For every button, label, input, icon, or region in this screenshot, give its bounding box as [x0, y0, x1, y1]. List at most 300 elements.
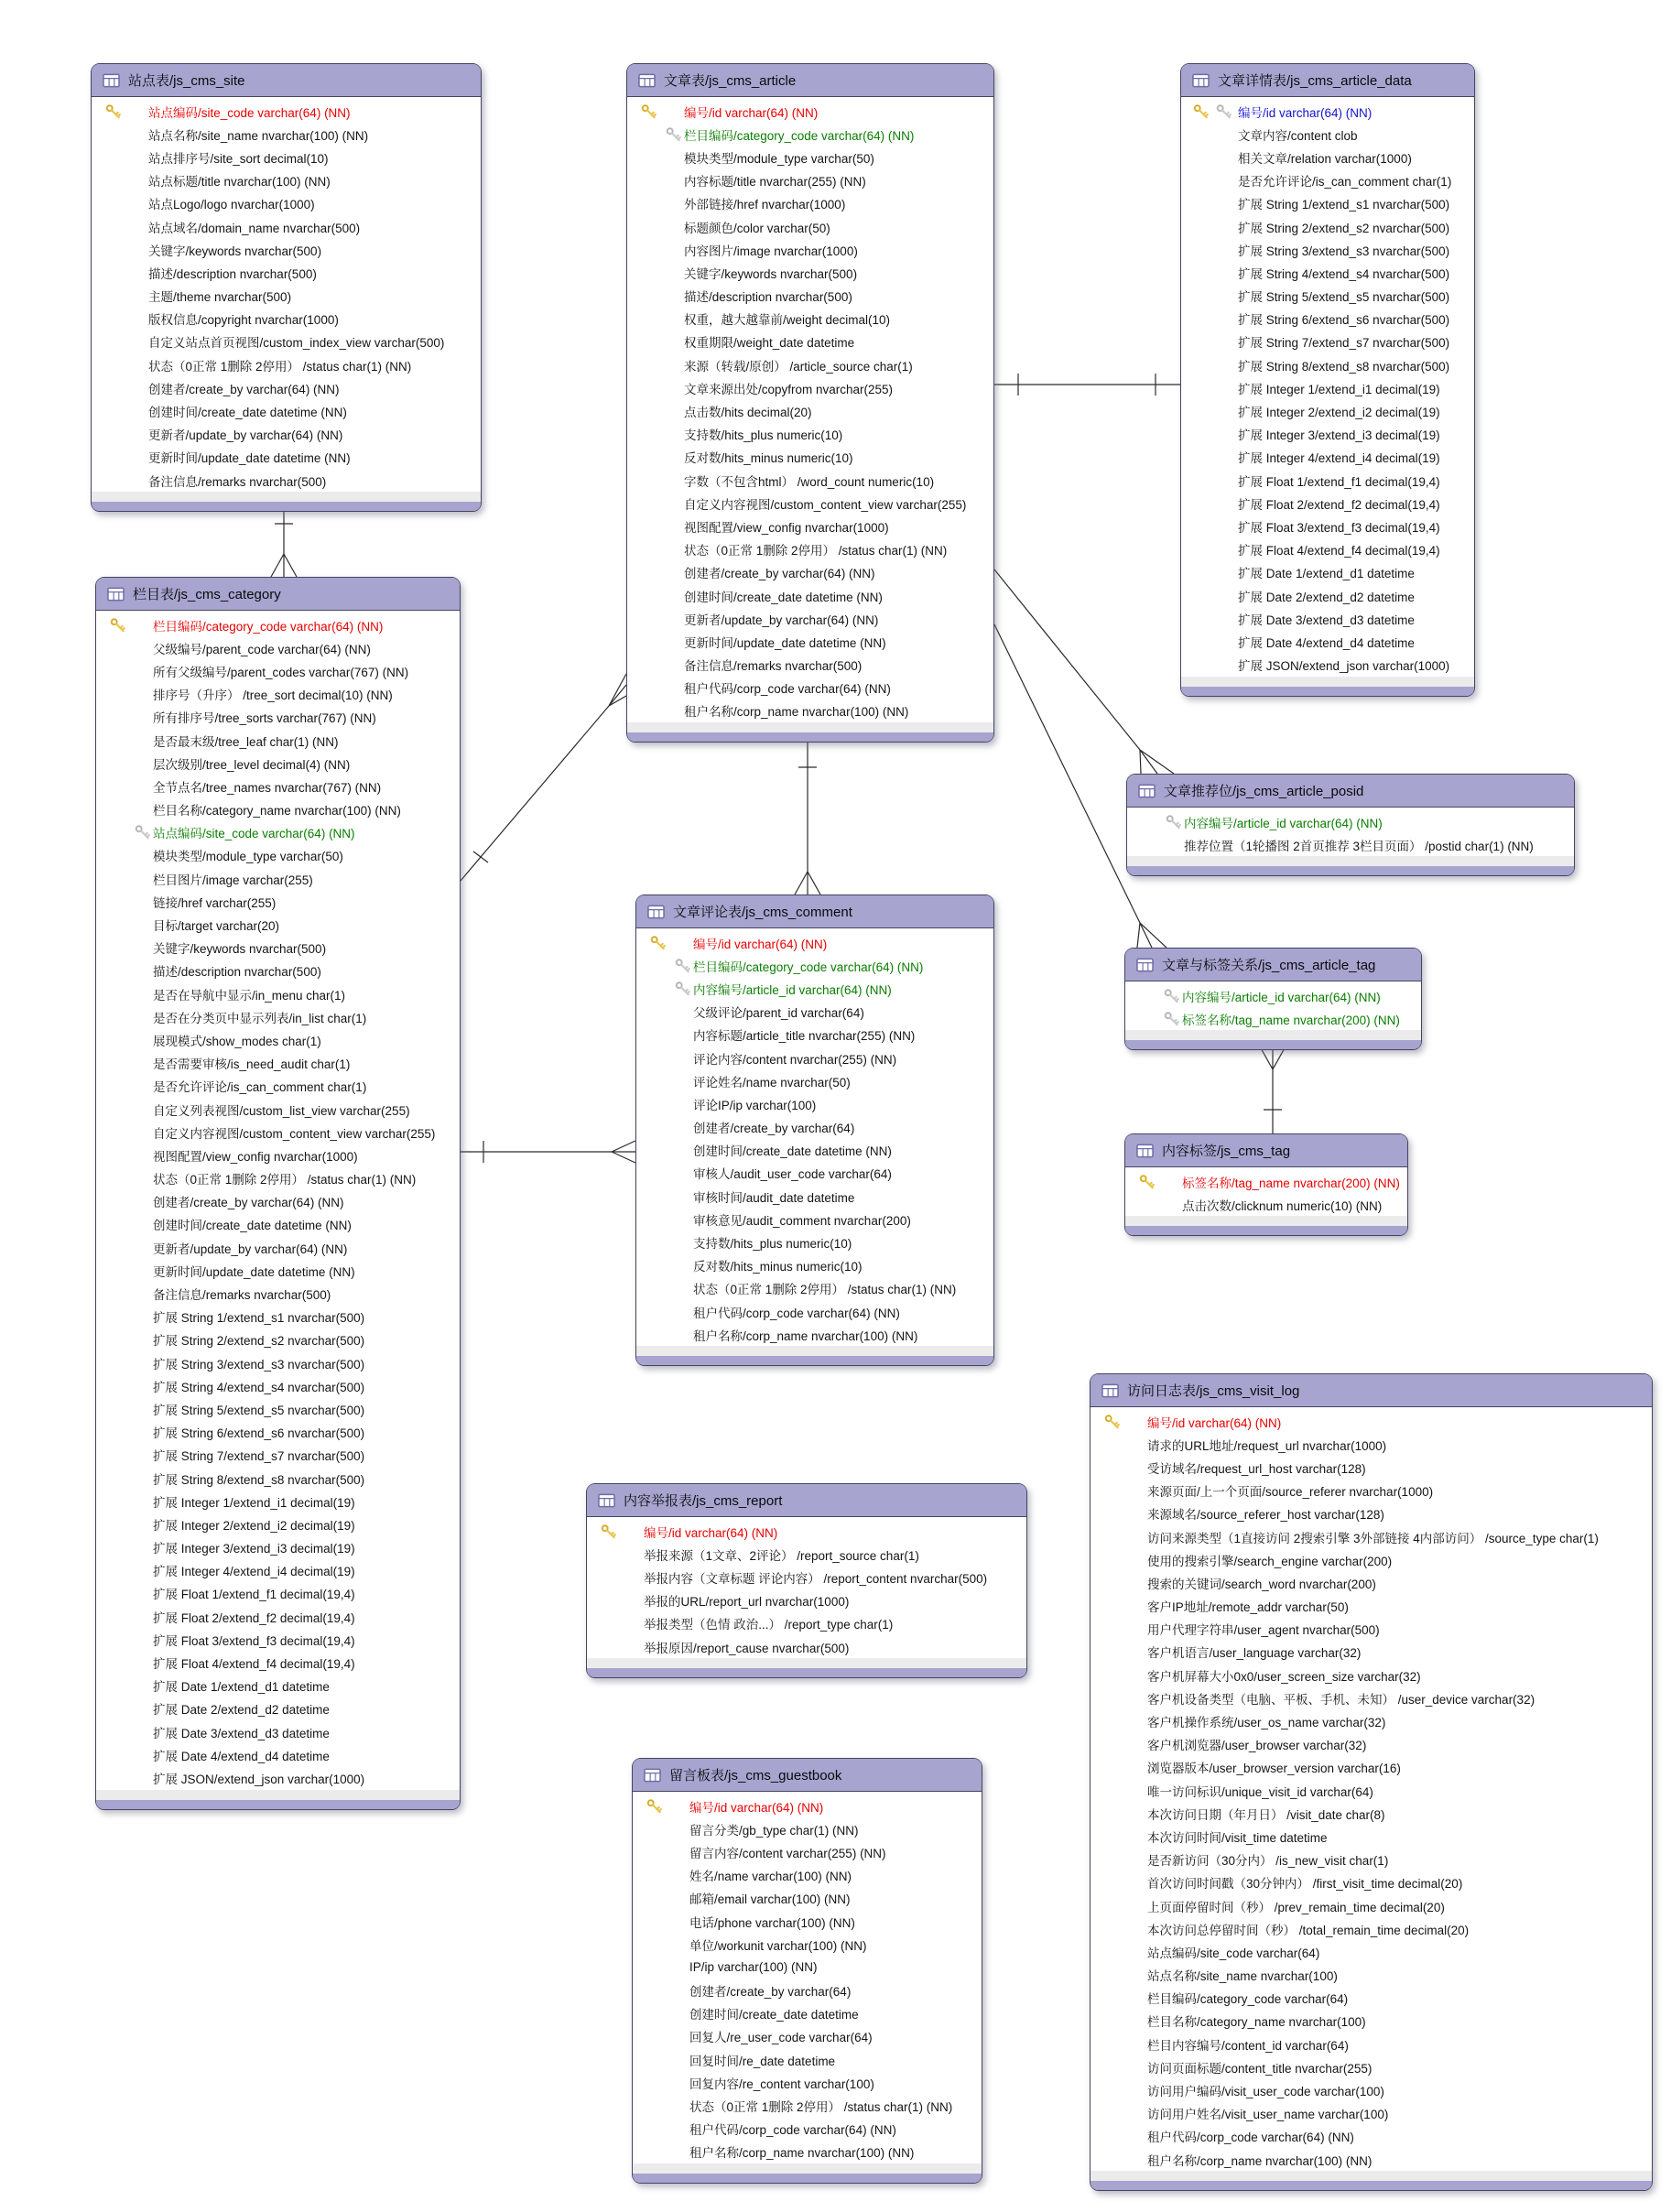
table-fields [1181, 97, 1474, 677]
connector-category-to-article [473, 851, 488, 862]
field-text: 电话/phone varchar(100) (NN) [689, 1915, 855, 1930]
field-row-report_content [587, 1566, 1026, 1589]
field-row-extend_s3 [1181, 238, 1474, 261]
field-text: 更新者/update_by varchar(64) (NN) [684, 613, 879, 627]
field-text: 链接/href varchar(255) [153, 895, 277, 910]
field-row-tree_sorts [96, 706, 460, 729]
table-fields [1090, 1407, 1652, 2171]
field-row-tree_sort [96, 683, 460, 706]
table-icon [1138, 784, 1156, 798]
connector-article-to-article-tag [1140, 923, 1152, 948]
field-row-hits_minus [627, 446, 993, 469]
field-row-create_by [636, 1116, 993, 1139]
table-js_cms_article_posid[interactable] [1126, 774, 1575, 876]
field-row-status [92, 353, 481, 376]
field-text: 举报类型（色情 政治...） /report_type char(1) [644, 1618, 894, 1632]
field-text: 更新者/update_by varchar(64) (NN) [148, 428, 343, 443]
field-text: 创建者/create_by varchar(64) [689, 1985, 852, 2000]
field-row-copyfrom [627, 376, 993, 399]
field-text: 举报原因/report_cause nvarchar(500) [644, 1641, 850, 1655]
field-row-extend_json [1181, 654, 1474, 677]
field-text: 主题/theme nvarchar(500) [148, 290, 292, 305]
field-text: IP/ip varchar(100) (NN) [689, 1960, 818, 1975]
field-row-extend_s1 [1181, 192, 1474, 215]
field-row-tag_name [1125, 1007, 1421, 1030]
field-row-extend_i4 [1181, 446, 1474, 469]
field-row-corp_name [636, 1323, 993, 1346]
field-text: 审核时间/audit_date datetime [693, 1190, 855, 1205]
field-row-article_title [636, 1024, 993, 1046]
connector-article-to-article-tag [1137, 923, 1140, 948]
field-row-extend_s1 [96, 1306, 460, 1328]
field-row-keywords [92, 238, 481, 261]
field-text: 扩展 Integer 4/extend_i4 decimal(19) [153, 1565, 355, 1579]
field-row-create_date [92, 399, 481, 422]
field-text: 扩展 Date 1/extend_d1 datetime [1238, 567, 1415, 581]
field-text: 扩展 Float 3/extend_f3 decimal(19,4) [1238, 520, 1440, 535]
foreign-key-icon [1216, 103, 1232, 119]
connector-category-to-comment [612, 1152, 635, 1163]
field-text: 扩展 String 5/extend_s5 nvarchar(500) [1238, 290, 1450, 305]
field-text: 相关文章/relation varchar(1000) [1238, 151, 1412, 166]
field-row-module_type [627, 146, 993, 168]
field-row-id [633, 1795, 982, 1817]
field-text: 文章来源出处/copyfrom nvarchar(255) [684, 382, 894, 396]
field-row-extend_i1 [96, 1490, 460, 1513]
field-row-corp_name [1090, 2148, 1652, 2171]
field-row-total_remain_time [1090, 1917, 1652, 1940]
field-row-category_code [1090, 1987, 1652, 2010]
field-text: 扩展 String 7/extend_s7 nvarchar(500) [1238, 336, 1450, 351]
field-row-extend_s2 [1181, 215, 1474, 238]
field-row-phone [633, 1910, 982, 1933]
field-row-keywords [96, 937, 460, 960]
field-text: 文章内容/content clob [1238, 128, 1358, 143]
table-title: 文章表/js_cms_article [664, 73, 797, 89]
field-row-corp_code [636, 1300, 993, 1323]
connector-article-to-comment [808, 872, 820, 895]
table-header[interactable] [1125, 949, 1421, 981]
field-text: 标题颜色/color varchar(50) [684, 221, 830, 235]
field-text: 创建者/create_by varchar(64) (NN) [684, 567, 875, 581]
field-text: 创建时间/create_date datetime (NN) [148, 406, 347, 420]
field-text: 权重，越大越靠前/weight decimal(10) [684, 313, 891, 328]
field-row-user_browser [1090, 1733, 1652, 1756]
field-row-id [1181, 100, 1474, 123]
table-header[interactable] [627, 64, 993, 97]
field-text: 栏目名称/category_name nvarchar(100) (NN) [153, 804, 401, 819]
field-text: 创建时间/create_date datetime (NN) [153, 1219, 352, 1233]
field-text: 扩展 Integer 3/extend_i3 decimal(19) [153, 1542, 355, 1556]
table-footer [96, 1790, 460, 1809]
connector-article-to-article-posid [994, 569, 1140, 750]
field-text: 本次访问时间/visit_time datetime [1147, 1830, 1328, 1845]
field-text: 搜索的关键词/search_word nvarchar(200) [1147, 1577, 1376, 1591]
foreign-key-icon [1164, 988, 1179, 1003]
field-row-extend_i2 [96, 1513, 460, 1535]
field-text: 创建时间/create_date datetime [689, 2008, 859, 2022]
connector-article-to-article-posid [1140, 750, 1157, 774]
field-text: 栏目编码/category_code varchar(64) [1147, 1992, 1349, 2007]
field-text: 客户机浏览器/user_browser varchar(32) [1147, 1739, 1367, 1753]
field-row-weight [627, 308, 993, 331]
field-text: 扩展 Float 4/extend_f4 decimal(19,4) [1238, 544, 1440, 558]
field-row-report_type [587, 1612, 1026, 1635]
table-header[interactable] [96, 578, 460, 611]
field-text: 推荐位置（1轮播图 2首页推荐 3栏目页面） /postid char(1) (NN) [1184, 839, 1534, 853]
field-text: 模块类型/module_type varchar(50) [684, 151, 874, 166]
field-text: 扩展 Float 1/extend_f1 decimal(19,4) [153, 1588, 355, 1602]
field-row-create_date [633, 2002, 982, 2025]
field-text: 本次访问总停留时间（秒） /total_remain_time decimal(20) [1147, 1923, 1470, 1937]
field-text: 点击次数/clicknum numeric(10) (NN) [1182, 1198, 1383, 1213]
field-row-content [636, 1046, 993, 1069]
field-text: 扩展 Integer 2/extend_i2 decimal(19) [1238, 406, 1440, 420]
field-row-domain_name [92, 215, 481, 238]
field-text: 扩展 Float 3/extend_f3 decimal(19,4) [153, 1633, 355, 1648]
field-row-extend_f2 [96, 1605, 460, 1628]
field-row-request_url_host [1090, 1456, 1652, 1479]
field-row-extend_f1 [96, 1582, 460, 1605]
table-fields [636, 928, 993, 1346]
field-text: 扩展 String 6/extend_s6 nvarchar(500) [153, 1426, 365, 1441]
field-row-content [633, 1840, 982, 1863]
field-text: 来源（转载/原创） /article_source char(1) [684, 359, 913, 374]
field-text: 扩展 Float 4/extend_f4 decimal(19,4) [153, 1657, 355, 1672]
field-row-tag_name [1125, 1170, 1407, 1193]
field-row-visit_user_name [1090, 2102, 1652, 2125]
field-text: 创建时间/create_date datetime (NN) [693, 1144, 892, 1159]
field-text: 站点Logo/logo nvarchar(1000) [148, 198, 315, 212]
field-row-site_sort [92, 146, 481, 168]
table-footer [587, 1658, 1026, 1677]
field-text: 客户IP地址/remote_addr varchar(50) [1147, 1600, 1349, 1615]
field-row-visit_user_code [1090, 2078, 1652, 2101]
field-row-extend_json [96, 1766, 460, 1789]
field-row-extend_i3 [1181, 423, 1474, 446]
field-row-content_title [1090, 2055, 1652, 2078]
field-text: 自定义内容视图/custom_content_view varchar(255) [153, 1126, 436, 1141]
field-text: 扩展 String 5/extend_s5 nvarchar(500) [153, 1403, 365, 1417]
foreign-key-icon [666, 126, 681, 142]
field-text: 描述/description nvarchar(500) [684, 290, 852, 305]
field-row-id [587, 1520, 1026, 1543]
table-title: 站点表/js_cms_site [128, 73, 245, 89]
field-text: 扩展 Float 2/extend_f2 decimal(19,4) [1238, 497, 1440, 512]
foreign-key-icon [675, 958, 690, 973]
field-text: 站点编码/site_code varchar(64) [1147, 1946, 1320, 1960]
table-js_cms_article[interactable] [626, 63, 994, 743]
field-row-update_by [92, 423, 481, 446]
field-row-unique_visit_id [1090, 1779, 1652, 1802]
table-header[interactable] [1125, 1134, 1407, 1167]
table-title: 栏目表/js_cms_category [133, 587, 281, 602]
field-row-report_source [587, 1543, 1026, 1566]
field-text: 备注信息/remarks nvarchar(500) [153, 1288, 331, 1303]
field-text: 站点标题/title nvarchar(100) (NN) [148, 175, 331, 190]
field-row-extend_s2 [96, 1328, 460, 1351]
field-row-re_user_code [633, 2025, 982, 2048]
field-text: 是否在导航中显示/in_menu char(1) [153, 988, 346, 1003]
field-text: 姓名/name varchar(100) (NN) [689, 1870, 852, 1884]
table-title: 文章详情表/js_cms_article_data [1218, 73, 1412, 89]
field-row-extend_f2 [1181, 492, 1474, 515]
field-row-href [96, 890, 460, 913]
field-row-create_date [636, 1139, 993, 1162]
field-row-status [627, 538, 993, 561]
table-fields [1125, 981, 1421, 1030]
table-js_cms_site[interactable] [91, 63, 482, 512]
primary-key-icon [105, 103, 121, 119]
table-js_cms_guestbook[interactable] [632, 1758, 982, 2184]
field-row-id [627, 100, 993, 123]
table-icon [103, 73, 120, 88]
field-text: 请求的URL地址/request_url nvarchar(1000) [1147, 1438, 1387, 1453]
field-text: 扩展 JSON/extend_json varchar(1000) [153, 1772, 365, 1786]
table-js_cms_article_tag[interactable] [1124, 948, 1422, 1050]
field-text: 内容编号/article_id varchar(64) (NN) [1182, 990, 1381, 1004]
field-text: 租户代码/corp_code varchar(64) (NN) [693, 1306, 900, 1320]
field-row-article_id [636, 977, 993, 1000]
foreign-key-icon [675, 981, 690, 996]
field-text: 租户名称/corp_name nvarchar(100) (NN) [684, 705, 909, 720]
primary-key-icon [646, 1798, 662, 1814]
field-text: 支持数/hits_plus numeric(10) [693, 1237, 852, 1252]
field-row-custom_list_view [96, 1098, 460, 1121]
field-text: 视图配置/view_config nvarchar(1000) [153, 1149, 358, 1164]
table-header[interactable] [636, 895, 993, 928]
field-text: 租户代码/corp_code varchar(64) (NN) [1147, 2131, 1354, 2145]
table-js_cms_article_data[interactable] [1180, 63, 1475, 697]
field-text: 访问用户编码/visit_user_code varchar(100) [1147, 2085, 1384, 2099]
connector-category-to-article [609, 685, 626, 706]
table-header[interactable] [1090, 1374, 1652, 1407]
field-row-ip [633, 1956, 982, 1979]
field-row-article_source [627, 353, 993, 376]
table-js_cms_category[interactable] [95, 577, 461, 1810]
connector-article-to-article-posid [1140, 750, 1174, 774]
field-row-extend_f4 [1181, 538, 1474, 561]
table-header[interactable] [1127, 775, 1574, 808]
field-row-relation [1181, 146, 1474, 168]
field-text: 客户机操作系统/user_os_name varchar(32) [1147, 1716, 1386, 1730]
field-row-create_date [627, 584, 993, 607]
field-row-extend_d1 [1181, 561, 1474, 584]
field-text: 状态（0正常 1删除 2停用） /status char(1) (NN) [148, 359, 412, 374]
field-text: 单位/workunit varchar(100) (NN) [689, 1938, 867, 1953]
field-row-copyright [92, 308, 481, 331]
field-text: 权重期限/weight_date datetime [684, 336, 855, 351]
field-row-view_config [627, 515, 993, 537]
field-text: 状态（0正常 1删除 2停用） /status char(1) (NN) [693, 1283, 957, 1297]
field-text: 客户机语言/user_language varchar(32) [1147, 1646, 1362, 1661]
field-text: 扩展 String 2/extend_s2 nvarchar(500) [153, 1334, 365, 1349]
field-text: 栏目图片/image varchar(255) [153, 873, 313, 887]
field-row-content_id [1090, 2033, 1652, 2055]
field-row-extend_s4 [1181, 261, 1474, 284]
field-row-image [96, 867, 460, 890]
foreign-key-icon [1166, 814, 1181, 830]
table-footer [1181, 677, 1474, 696]
field-row-in_menu [96, 982, 460, 1005]
field-row-name [636, 1069, 993, 1092]
field-row-extend_s3 [96, 1351, 460, 1374]
field-row-site_code [96, 821, 460, 844]
field-text: 展现模式/show_modes char(1) [153, 1034, 321, 1048]
field-text: 内容标题/title nvarchar(255) (NN) [684, 175, 866, 190]
table-icon [598, 1493, 615, 1508]
field-row-extend_s8 [1181, 353, 1474, 376]
field-text: 描述/description nvarchar(500) [148, 266, 317, 281]
field-text: 邮箱/email varchar(100) (NN) [689, 1892, 851, 1907]
table-title: 内容标签/js_cms_tag [1162, 1144, 1291, 1159]
table-icon [1136, 1144, 1154, 1158]
field-text: 站点域名/domain_name nvarchar(500) [148, 221, 361, 235]
field-row-source_type [1090, 1525, 1652, 1548]
table-footer [92, 492, 481, 511]
field-text: 上页面停留时间（秒） /prev_remain_time decimal(20) [1147, 1900, 1445, 1914]
field-text: 回复人/re_user_code varchar(64) [689, 2031, 873, 2045]
field-row-update_date [96, 1259, 460, 1282]
table-header[interactable] [92, 64, 481, 97]
field-row-ip [636, 1092, 993, 1115]
field-text: 父级编号/parent_code varchar(64) (NN) [153, 642, 371, 656]
field-row-request_url [1090, 1433, 1652, 1456]
field-text: 自定义站点首页视图/custom_index_view varchar(500) [148, 336, 445, 351]
table-header[interactable] [633, 1759, 982, 1792]
field-row-category_code [627, 123, 993, 146]
field-row-category_name [96, 798, 460, 821]
field-text: 编号/id varchar(64) (NN) [689, 1800, 824, 1815]
field-text: 本次访问日期（年月日） /visit_date char(8) [1147, 1807, 1385, 1822]
field-row-corp_name [627, 699, 993, 722]
field-text: 栏目内容编号/content_id varchar(64) [1147, 2038, 1349, 2053]
field-row-email [633, 1887, 982, 1910]
field-text: 审核意见/audit_comment nvarchar(200) [693, 1213, 911, 1228]
field-text: 所有排序号/tree_sorts varchar(767) (NN) [153, 711, 376, 726]
field-text: 更新时间/update_date datetime (NN) [684, 635, 886, 650]
field-text: 扩展 Integer 3/extend_i3 decimal(19) [1238, 428, 1440, 443]
field-row-theme [92, 285, 481, 308]
table-footer [633, 2163, 982, 2183]
table-title: 文章与标签关系/js_cms_article_tag [1162, 958, 1376, 973]
table-js_cms_report[interactable] [586, 1483, 1027, 1678]
field-row-weight_date [627, 331, 993, 353]
field-text: 是否最末级/tree_leaf char(1) (NN) [153, 734, 339, 749]
field-text: 栏目编码/category_code varchar(64) (NN) [693, 960, 924, 974]
field-text: 内容编号/article_id varchar(64) (NN) [693, 982, 892, 997]
field-row-remarks [92, 469, 481, 492]
field-text: 扩展 String 3/extend_s3 nvarchar(500) [153, 1357, 365, 1372]
table-icon [1192, 73, 1210, 88]
table-js_cms_visit_log[interactable] [1090, 1373, 1653, 2191]
field-text: 站点名称/site_name nvarchar(100) [1147, 1969, 1338, 1984]
table-title: 留言板表/js_cms_guestbook [669, 1768, 842, 1784]
field-row-custom_content_view [627, 492, 993, 515]
field-row-status [636, 1277, 993, 1300]
field-text: 访问来源类型（1直接访问 2搜索引擎 3外部链接 4内部访问） /source_type char(1) [1147, 1531, 1599, 1545]
field-text: 描述/description nvarchar(500) [153, 965, 321, 980]
field-row-name [633, 1864, 982, 1887]
field-row-report_url [587, 1589, 1026, 1612]
field-text: 状态（0正常 1删除 2停用） /status char(1) (NN) [153, 1173, 417, 1187]
field-text: 扩展 Date 4/extend_d4 datetime [1238, 635, 1415, 650]
field-row-logo [92, 192, 481, 215]
field-row-update_by [627, 607, 993, 630]
table-header[interactable] [1181, 64, 1474, 97]
table-fields [587, 1517, 1026, 1658]
field-row-extend_i3 [96, 1536, 460, 1559]
field-text: 用户代理字符串/user_agent nvarchar(500) [1147, 1623, 1380, 1638]
connector-article-to-article-posid [1140, 750, 1141, 774]
field-text: 是否在分类页中显示列表/in_list char(1) [153, 1011, 367, 1025]
field-text: 自定义内容视图/custom_content_view varchar(255) [684, 497, 967, 512]
field-text: 层次级别/tree_level decimal(4) (NN) [153, 757, 351, 772]
field-text: 关键字/keywords nvarchar(500) [148, 244, 322, 258]
field-row-extend_s7 [96, 1444, 460, 1467]
field-text: 扩展 Float 1/extend_f1 decimal(19,4) [1238, 474, 1440, 489]
field-row-is_need_audit [96, 1052, 460, 1075]
field-row-hits_plus [636, 1231, 993, 1253]
field-row-is_can_comment [96, 1075, 460, 1098]
field-row-is_can_comment [1181, 169, 1474, 192]
field-text: 编号/id varchar(64) (NN) [693, 937, 828, 951]
field-text: 扩展 String 7/extend_s7 nvarchar(500) [153, 1449, 365, 1464]
field-text: 目标/target varchar(20) [153, 919, 280, 934]
field-text: 创建时间/create_date datetime (NN) [684, 590, 883, 604]
table-header[interactable] [587, 1484, 1026, 1517]
table-footer [1090, 2171, 1652, 2190]
field-row-gb_type [633, 1817, 982, 1840]
table-fields [96, 611, 460, 1790]
field-text: 字数（不包含html） /word_count numeric(10) [684, 474, 935, 489]
field-row-search_engine [1090, 1548, 1652, 1571]
field-row-parent_id [636, 1001, 993, 1024]
field-text: 自定义列表视图/custom_list_view varchar(255) [153, 1103, 410, 1118]
field-text: 扩展 String 2/extend_s2 nvarchar(500) [1238, 221, 1450, 235]
field-row-extend_f3 [96, 1628, 460, 1651]
field-row-update_by [96, 1236, 460, 1259]
table-js_cms_tag[interactable] [1124, 1133, 1408, 1236]
field-row-update_date [92, 446, 481, 469]
field-row-custom_index_view [92, 331, 481, 353]
field-row-status [633, 2094, 982, 2117]
table-js_cms_comment[interactable] [635, 895, 994, 1366]
field-text: 扩展 String 1/extend_s1 nvarchar(500) [1238, 198, 1450, 212]
field-row-color [627, 215, 993, 238]
field-row-extend_d1 [96, 1675, 460, 1697]
field-row-extend_f4 [96, 1651, 460, 1674]
field-text: 是否允许评论/is_can_comment char(1) [153, 1080, 367, 1095]
field-row-id [636, 931, 993, 954]
field-text: 扩展 Integer 4/extend_i4 decimal(19) [1238, 451, 1440, 466]
field-row-tree_names [96, 775, 460, 797]
field-text: 站点名称/site_name nvarchar(100) (NN) [148, 128, 369, 143]
field-text: 访问用户姓名/visit_user_name varchar(100) [1147, 2108, 1389, 2122]
field-row-extend_i2 [1181, 399, 1474, 422]
field-row-parent_codes [96, 659, 460, 682]
table-footer [636, 1346, 993, 1365]
field-row-article_id [1125, 984, 1421, 1007]
field-row-audit_date [636, 1185, 993, 1208]
field-text: 备注信息/remarks nvarchar(500) [148, 474, 327, 489]
field-row-extend_d2 [1181, 584, 1474, 607]
field-row-view_config [96, 1144, 460, 1166]
field-text: 视图配置/view_config nvarchar(1000) [684, 520, 889, 535]
field-text: 评论内容/content nvarchar(255) (NN) [693, 1052, 897, 1067]
field-text: 受访域名/request_url_host varchar(128) [1147, 1461, 1366, 1476]
field-row-status [96, 1167, 460, 1190]
